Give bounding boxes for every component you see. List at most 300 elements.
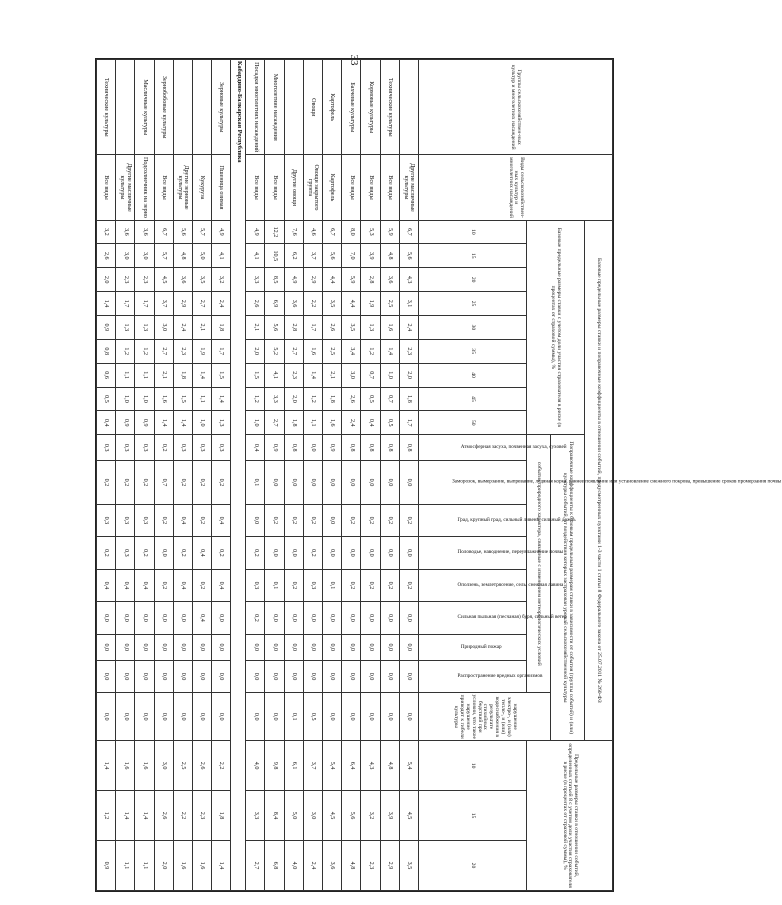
cell-coef: 0,2 (193, 504, 212, 537)
cell-coef: 0,0 (284, 461, 303, 504)
cell-share: 1,6 (380, 315, 399, 339)
cell-share: 2,7 (284, 339, 303, 363)
cell-limit: 2,0 (154, 840, 173, 890)
cell-limit: 1,8 (212, 791, 231, 841)
cell-share: 0,7 (361, 363, 380, 387)
cell-share: 2,6 (246, 292, 265, 316)
cell-coef: 0,0 (212, 634, 231, 660)
cell-coef: 0,0 (154, 537, 173, 570)
header-coef-col (419, 634, 527, 660)
cell-limit: 3,6 (323, 840, 342, 890)
cell-limit: 1,4 (116, 791, 135, 841)
cell-share: 2,3 (116, 268, 135, 292)
cell-coef: 0,0 (173, 660, 192, 693)
cell-coef: 0,0 (380, 602, 399, 635)
cell-coef: 0,0 (284, 634, 303, 660)
cell-coef: 0,0 (97, 660, 116, 693)
cell-kind: Пшеница озимая (212, 155, 231, 220)
cell-limit: 3,2 (361, 791, 380, 841)
cell-group: Зерновые культуры (212, 60, 231, 155)
header-coef-event-a: события природного характера, связанные с изменением метеорологических условий (527, 435, 551, 693)
cell-coef: 0,0 (380, 461, 399, 504)
table-row (399, 60, 418, 891)
cell-coef: 0,0 (284, 537, 303, 570)
cell-coef: 0,3 (212, 435, 231, 461)
cell-coef: 0,0 (380, 634, 399, 660)
cell-coef: 0,0 (399, 537, 418, 570)
cell-limit: 9,8 (265, 741, 284, 791)
table-row (303, 60, 322, 891)
cell-coef: 0,2 (342, 569, 361, 602)
cell-coef: 0,4 (212, 504, 231, 537)
cell-coef: 0,2 (173, 461, 192, 504)
header-coef-col-label: Сильная пыльная (песчаная) буря, сильный ветер (457, 614, 568, 621)
cell-coef: 0,2 (173, 537, 192, 570)
cell-coef: 0,4 (212, 569, 231, 602)
cell-coef: 0,3 (246, 569, 265, 602)
cell-limit: 3,5 (399, 840, 418, 890)
header-share-col: 20 (419, 268, 527, 292)
document-frame (95, 58, 782, 892)
cell-limit: 3,3 (246, 791, 265, 841)
cell-share: 2,9 (173, 292, 192, 316)
cell-limit: 2,6 (193, 741, 212, 791)
cell-share: 3,6 (135, 220, 154, 244)
cell-limit: 2,4 (303, 840, 322, 890)
cell-share: 1,8 (399, 387, 418, 411)
cell-coef: 0,0 (303, 660, 322, 693)
cell-kind: Все виды (361, 155, 380, 220)
header-share-col: 25 (419, 292, 527, 316)
cell-coef: 0,2 (303, 504, 322, 537)
table-row (323, 60, 342, 891)
cell-share: 0,9 (116, 411, 135, 435)
cell-coef: 0,0 (154, 634, 173, 660)
cell-coef: 0,2 (380, 569, 399, 602)
cell-share: 1,4 (212, 387, 231, 411)
cell-coef: 0,8 (399, 435, 418, 461)
header-share-col: 10 (419, 220, 527, 244)
cell-coef: 0,2 (154, 569, 173, 602)
cell-coef: 0,0 (135, 634, 154, 660)
cell-limit: 5,0 (284, 791, 303, 841)
cell-share: 1,5 (173, 387, 192, 411)
header-coef-col-label: Половодье, наводнение, переувлажнение почвы (457, 549, 564, 556)
cell-share: 2,4 (212, 292, 231, 316)
header-share-col: 30 (419, 315, 527, 339)
cell-share: 5,6 (265, 315, 284, 339)
cell-group: Технические культуры (380, 60, 399, 155)
cell-share: 2,1 (193, 315, 212, 339)
cell-coef: 0,4 (246, 435, 265, 461)
cell-share: 1,1 (116, 363, 135, 387)
cell-share: 3,0 (342, 363, 361, 387)
cell-share: 5,6 (323, 244, 342, 268)
cell-share: 1,0 (116, 387, 135, 411)
header-kind: Виды сельскохозяйствен-ных культур и многолетних насаждений (419, 155, 613, 220)
cell-coef: 0,2 (342, 504, 361, 537)
header-coef-col (419, 537, 564, 570)
header-coef-col-label: Природный пожар (461, 643, 502, 650)
cell-coef: 0,4 (116, 569, 135, 602)
cell-share: 3,0 (116, 244, 135, 268)
cell-coef: 0,2 (97, 537, 116, 570)
cell-share: 3,2 (212, 268, 231, 292)
cell-limit: 2,7 (246, 840, 265, 890)
cell-coef: 0,0 (265, 634, 284, 660)
table-row (97, 60, 116, 891)
cell-limit: 3,0 (154, 741, 173, 791)
cell-share: 10,5 (265, 244, 284, 268)
cell-limit: 2,5 (173, 741, 192, 791)
cell-share: 1,4 (193, 363, 212, 387)
cell-coef: 0,9 (265, 435, 284, 461)
cell-share: 1,8 (284, 411, 303, 435)
cell-coef: 0,3 (116, 435, 135, 461)
cell-coef: 0,0 (323, 693, 342, 741)
cell-share: 1,6 (303, 339, 322, 363)
cell-coef: 0,8 (380, 435, 399, 461)
cell-coef: 0,2 (212, 461, 231, 504)
cell-share: 1,3 (212, 411, 231, 435)
cell-share: 2,6 (97, 244, 116, 268)
cell-limit: 1,6 (193, 840, 212, 890)
header-share-col: 40 (419, 363, 527, 387)
cell-coef: 0,3 (97, 435, 116, 461)
cell-share: 1,6 (323, 411, 342, 435)
header-coef-col-label: Атмосферная засуха, почвенная засуха, суховей (461, 444, 567, 451)
cell-coef: 0,2 (361, 569, 380, 602)
cell-kind: Все виды (246, 155, 265, 220)
cell-share: 1,2 (135, 339, 154, 363)
cell-coef: 0,0 (193, 634, 212, 660)
table-row (265, 60, 284, 891)
cell-limit: 1,4 (97, 741, 116, 791)
cell-share: 4,1 (246, 244, 265, 268)
cell-coef: 0,2 (399, 569, 418, 602)
cell-share: 1,1 (135, 363, 154, 387)
cell-share: 1,2 (116, 339, 135, 363)
cell-coef: 0,0 (116, 660, 135, 693)
cell-coef: 0,3 (116, 537, 135, 570)
header-coef-col (419, 569, 564, 602)
cell-limit: 2,9 (380, 840, 399, 890)
cell-limit: 6,1 (284, 741, 303, 791)
cell-coef: 0,0 (265, 602, 284, 635)
cell-coef: 0,0 (361, 461, 380, 504)
cell-share: 3,3 (246, 268, 265, 292)
cell-share: 3,3 (265, 387, 284, 411)
rotated-table-stage (96, 59, 782, 891)
cell-share: 3,6 (380, 268, 399, 292)
cell-share: 2,6 (342, 387, 361, 411)
cell-coef: 0,0 (135, 693, 154, 741)
table-row (154, 60, 173, 891)
cell-limit: 2,3 (361, 840, 380, 890)
cell-share: 1,0 (380, 363, 399, 387)
cell-share: 0,7 (380, 387, 399, 411)
cell-share: 1,3 (135, 315, 154, 339)
cell-share: 2,8 (361, 268, 380, 292)
cell-coef: 0,2 (193, 461, 212, 504)
cell-share: 1,8 (323, 387, 342, 411)
cell-share: 0,5 (97, 387, 116, 411)
cell-share: 5,7 (193, 220, 212, 244)
cell-share: 5,3 (361, 220, 380, 244)
cell-coef: 0,0 (323, 537, 342, 570)
cell-share: 1,8 (212, 315, 231, 339)
cell-group: Картофель (323, 60, 342, 155)
header-basic-sub: Базовые предельные размеры ставки с учетом доли участия страхователя в риске (в процентах от страховой суммы), % (527, 220, 585, 435)
cell-share: 4,9 (212, 220, 231, 244)
cell-share: 0,6 (97, 363, 116, 387)
cell-coef: 0,4 (97, 569, 116, 602)
cell-share: 1,7 (303, 315, 322, 339)
cell-coef: 0,4 (193, 537, 212, 570)
cell-coef: 0,0 (212, 602, 231, 635)
cell-coef: 0,2 (135, 461, 154, 504)
cell-share: 2,3 (399, 339, 418, 363)
cell-share: 3,6 (173, 268, 192, 292)
cell-share: 2,7 (154, 339, 173, 363)
cell-share: 8,5 (265, 268, 284, 292)
cell-coef: 0,0 (193, 693, 212, 741)
table-row (246, 60, 265, 891)
cell-coef: 0,0 (284, 660, 303, 693)
cell-share: 6,7 (323, 220, 342, 244)
cell-coef: 0,0 (399, 660, 418, 693)
cell-share: 3,4 (342, 339, 361, 363)
cell-group (116, 60, 135, 155)
cell-coef: 0,0 (380, 693, 399, 741)
cell-coef: 0,0 (265, 537, 284, 570)
cell-share: 1,7 (135, 292, 154, 316)
cell-coef: 0,4 (193, 602, 212, 635)
cell-coef: 0,0 (380, 537, 399, 570)
cell-kind: Все виды (342, 155, 361, 220)
cell-coef: 0,1 (323, 569, 342, 602)
cell-coef: 0,0 (193, 660, 212, 693)
cell-share: 4,4 (342, 292, 361, 316)
cell-kind: Все виды (154, 155, 173, 220)
cell-limit: 4,8 (380, 741, 399, 791)
cell-coef: 0,0 (323, 634, 342, 660)
cell-share: 5,2 (265, 339, 284, 363)
cell-limit: 5,6 (342, 791, 361, 841)
cell-share: 1,2 (361, 339, 380, 363)
cell-coef: 0,0 (265, 660, 284, 693)
cell-kind: Все виды (265, 155, 284, 220)
cell-limit: 1,1 (116, 840, 135, 890)
cell-coef: 0,2 (154, 504, 173, 537)
header-coef-col (419, 602, 568, 635)
cell-share: 1,1 (193, 387, 212, 411)
cell-limit: 4,0 (284, 840, 303, 890)
cell-limit: 2,6 (154, 791, 173, 841)
cell-share: 8,0 (342, 220, 361, 244)
cell-coef: 0,0 (246, 504, 265, 537)
cell-share: 1,0 (135, 387, 154, 411)
cell-coef: 0,0 (135, 602, 154, 635)
rates-table (96, 59, 782, 891)
cell-limit: 2,3 (193, 791, 212, 841)
header-coef-col (419, 660, 543, 693)
cell-share: 1,2 (246, 387, 265, 411)
cell-share: 2,4 (399, 315, 418, 339)
cell-share: 1,8 (173, 363, 192, 387)
cell-share: 3,5 (342, 315, 361, 339)
cell-share: 7,0 (342, 244, 361, 268)
cell-share: 6,2 (284, 244, 303, 268)
cell-share: 1,4 (173, 411, 192, 435)
cell-kind: Все виды (97, 155, 116, 220)
cell-share: 7,6 (284, 220, 303, 244)
cell-share: 0,4 (97, 411, 116, 435)
cell-share: 1,4 (303, 363, 322, 387)
cell-share: 2,2 (303, 292, 322, 316)
cell-share: 1,1 (303, 411, 322, 435)
cell-kind: Другие масличные культуры (116, 155, 135, 220)
cell-share: 0,9 (97, 315, 116, 339)
cell-share: 2,0 (246, 339, 265, 363)
cell-coef: 0,8 (284, 435, 303, 461)
header-share-col: 35 (419, 339, 527, 363)
cell-limit: 3,7 (303, 741, 322, 791)
table-row (380, 60, 399, 891)
cell-share: 5,6 (399, 244, 418, 268)
cell-group: Кормовые культуры (361, 60, 380, 155)
cell-coef: 0,0 (116, 602, 135, 635)
cell-coef: 0,0 (342, 660, 361, 693)
cell-coef: 0,0 (399, 693, 418, 741)
header-coef-sub: Поправочные коэффициенты к базовым предельным размерам ставки в зависимости от события (группы событий) и (или) культуры событий, от воздействия которых застрахован урожай сельскохозяйственной культуры (551, 435, 585, 741)
header-share-col: 45 (419, 387, 527, 411)
cell-share: 2,9 (303, 268, 322, 292)
cell-limit: 8,4 (265, 791, 284, 841)
header-coef-col (419, 435, 567, 461)
cell-share: 4,4 (323, 268, 342, 292)
cell-share: 4,8 (173, 244, 192, 268)
cell-share: 4,1 (212, 244, 231, 268)
cell-coef: 0,3 (173, 435, 192, 461)
cell-coef: 0,0 (135, 660, 154, 693)
cell-kind: Все виды (380, 155, 399, 220)
cell-share: 1,6 (154, 387, 173, 411)
cell-coef: 0,0 (284, 602, 303, 635)
cell-limit: 1,1 (135, 840, 154, 890)
cell-coef: 0,0 (303, 602, 322, 635)
header-group: Группы сельскохозяйствен-ных культур и многолетних насаждений (419, 60, 613, 155)
cell-share: 2,6 (323, 315, 342, 339)
cell-coef: 0,0 (246, 660, 265, 693)
cell-share: 3,2 (97, 220, 116, 244)
cell-coef: 0,2 (380, 504, 399, 537)
cell-coef: 0,0 (361, 693, 380, 741)
cell-coef: 0,0 (323, 602, 342, 635)
cell-coef: 0,0 (361, 634, 380, 660)
cell-coef: 0,0 (212, 693, 231, 741)
cell-share: 5,6 (173, 220, 192, 244)
cell-share: 4,9 (284, 268, 303, 292)
cell-limit: 1,4 (135, 791, 154, 841)
cell-coef: 0,0 (361, 537, 380, 570)
cell-coef: 0,0 (97, 602, 116, 635)
cell-coef: 0,0 (173, 634, 192, 660)
cell-share: 1,7 (212, 339, 231, 363)
region-row (231, 60, 246, 891)
cell-share: 2,0 (97, 268, 116, 292)
cell-coef: 0,0 (303, 435, 322, 461)
page-number: 33 (348, 54, 360, 66)
cell-share: 3,7 (154, 292, 173, 316)
cell-coef: 0,0 (342, 537, 361, 570)
cell-coef: 0,0 (361, 602, 380, 635)
header-coef-col-label: Заморозок, вымерзание, выпревание, ледяная корка, раннее появление или установление снежного покрова, превышение сроков промерзания почвы (452, 478, 782, 485)
cell-share: 3,5 (193, 268, 212, 292)
cell-coef: 0,2 (284, 569, 303, 602)
cell-limit: 5,4 (323, 741, 342, 791)
cell-kind: Другие овощи (284, 155, 303, 220)
cell-group: Многолетние насаждения (265, 60, 284, 155)
cell-share: 0,5 (361, 387, 380, 411)
header-limit-col: 20 (419, 840, 527, 890)
cell-share: 3,6 (116, 220, 135, 244)
cell-share: 3,6 (284, 292, 303, 316)
cell-coef: 0,2 (284, 504, 303, 537)
table-row (193, 60, 212, 891)
cell-coef: 0,0 (342, 461, 361, 504)
table-row (116, 60, 135, 891)
cell-coef: 0,0 (97, 634, 116, 660)
cell-coef: 0,0 (97, 693, 116, 741)
cell-share: 2,3 (173, 339, 192, 363)
cell-coef: 0,0 (323, 660, 342, 693)
cell-share: 1,3 (361, 315, 380, 339)
cell-coef: 0,0 (246, 634, 265, 660)
cell-coef: 0,0 (173, 602, 192, 635)
table-row (342, 60, 361, 891)
table-row (361, 60, 380, 891)
cell-coef: 0,5 (303, 693, 322, 741)
table-row (284, 60, 303, 891)
cell-share: 4,6 (303, 220, 322, 244)
cell-coef: 0,2 (154, 435, 173, 461)
cell-share: 4,3 (399, 268, 418, 292)
header-coef-event-b: нарушение электро-, и (или) тепло-, и (или) водоснабжения в результате стихийных бедствий при условии, что такое нарушение приводит к гибели культуры (419, 693, 551, 741)
cell-coef: 0,0 (361, 660, 380, 693)
header-share-col: 50 (419, 411, 527, 435)
cell-share: 1,0 (193, 411, 212, 435)
cell-share: 1,9 (193, 339, 212, 363)
cell-share: 1,3 (116, 315, 135, 339)
cell-coef: 0,3 (116, 504, 135, 537)
cell-limit: 4,5 (399, 791, 418, 841)
cell-kind: Другие масличные культуры (399, 155, 418, 220)
cell-coef: 0,0 (154, 660, 173, 693)
cell-share: 2,7 (193, 292, 212, 316)
cell-kind: Кукуруза (193, 155, 212, 220)
cell-limit: 6,8 (265, 840, 284, 890)
cell-coef: 0,2 (116, 461, 135, 504)
cell-kind: Другие зерновые культуры (173, 155, 192, 220)
cell-share: 0,8 (97, 339, 116, 363)
table-row (173, 60, 192, 891)
cell-limit: 4,0 (246, 741, 265, 791)
cell-share: 1,4 (97, 292, 116, 316)
cell-coef: 0,2 (399, 504, 418, 537)
cell-share: 0,9 (135, 411, 154, 435)
cell-kind: Подсолнечник на зерно (135, 155, 154, 220)
